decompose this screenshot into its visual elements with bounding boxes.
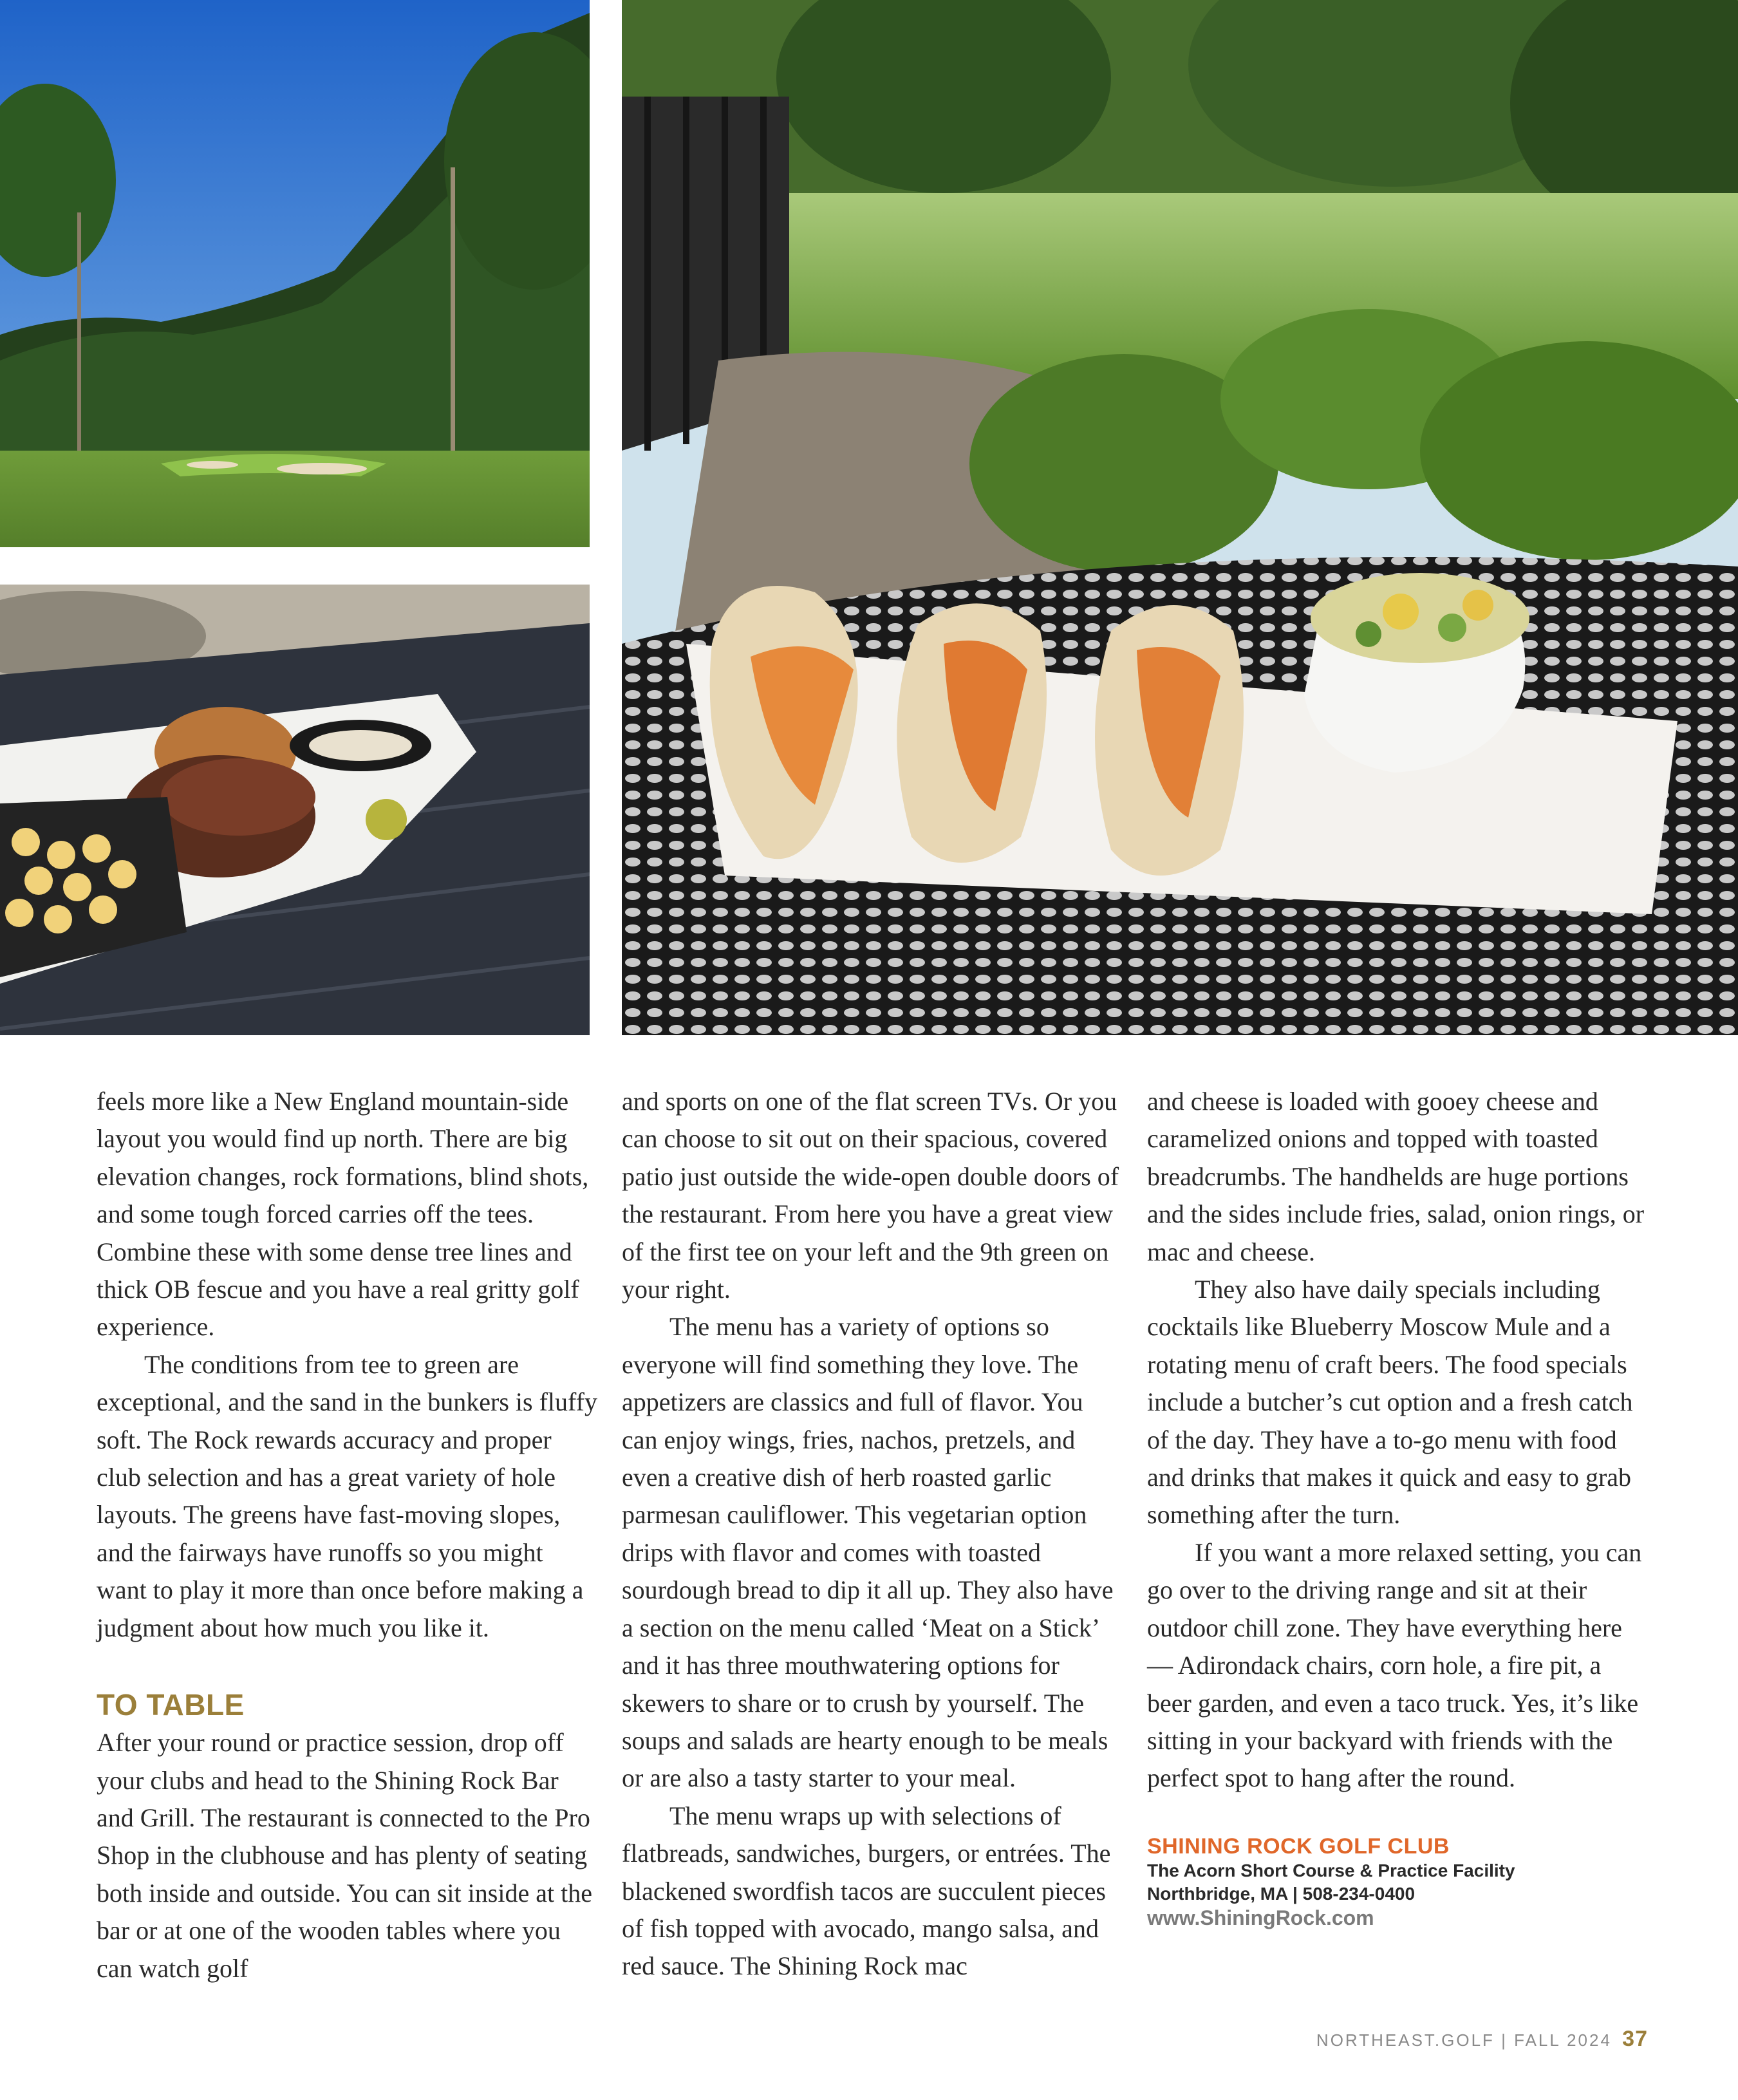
body-paragraph: The menu has a variety of options so everyone will find something they love. The appetizers are classics and full of flavor. You can enjoy wings, fries, nachos, pretzels, and even a creative dish of herb roasted garlic parmesan cauliflower. This vegetarian option drips with flavor and comes with toasted sourdough bread to dip it all up. They also have a section on the menu called ‘Meat on a Stick’ and it has three mouthwatering options for skewers to share or to crush by yourself. The soups and salads are hearty enough to be meals or are also a tasty starter to your meal. (622, 1312, 1114, 1793)
article-column-3 (1147, 1083, 1649, 1930)
club-website-link[interactable]: www.ShiningRock.com (1147, 1906, 1374, 1929)
body-paragraph: After your round or practice session, drop off your clubs and head to the Shining Rock Bar and Grill. The restaurant is connected to the Pro Shop in the clubhouse and has plenty of seating both inside and outside. You can sit inside at the bar or at one of the wooden tables where you can watch golf (97, 1728, 592, 1983)
section-heading: TO TABLE (97, 1688, 245, 1722)
publication-name: NORTHEAST.GOLF | FALL 2024 (1316, 2030, 1612, 2050)
page-number: 37 (1622, 2027, 1648, 2051)
article-column-2 (622, 1083, 1124, 1985)
tacos-salad-photo (622, 0, 1738, 1035)
body-paragraph: and cheese is loaded with gooey cheese and caramelized onions and topped with toasted breadcrumbs. The handhelds are huge portions and the sides include fries, salad, onion rings, or mac and cheese. (1147, 1087, 1645, 1266)
page-folio (1316, 2027, 1648, 2052)
article-column-1 (97, 1083, 599, 1987)
body-paragraph: If you want a more relaxed setting, you can go over to the driving range and sit at their outdoor chill zone. They have everything here — Adirondack chairs, corn hole, a fire pit, a beer garden, and even a taco truck. Yes, it’s like sitting in your backyard with friends with the perfect spot to hang after the round. (1147, 1537, 1642, 1793)
golf-course-photo (0, 0, 590, 547)
body-paragraph: and sports on one of the flat screen TVs. Or you can choose to sit out on their spacious, covered patio just outside the wide-open double doors of the restaurant. From here you have a great view of the first tee on your left and the 9th green on your right. (622, 1087, 1119, 1304)
club-name: SHINING ROCK GOLF CLUB (1147, 1833, 1450, 1859)
body-paragraph: They also have daily specials including cocktails like Blueberry Moscow Mule and a rotating menu of craft beers. The food specials include a butcher’s cut option and a fresh catch of the day. They have a to-go menu with food and drinks that makes it quick and easy to grab something after the turn. (1147, 1275, 1633, 1530)
body-paragraph: The conditions from tee to green are exceptional, and the sand in the bunkers is fluffy soft. The Rock rewards accuracy and proper club selection and has a great variety of hole layouts. The greens have fast-moving slopes, and the fairways have runoffs so you might want to play it more than once before making a judgment about how much you like it. (97, 1349, 597, 1642)
club-location-phone: Northbridge, MA | 508-234-0400 (1147, 1883, 1416, 1904)
body-paragraph: The menu wraps up with selections of flatbreads, sandwiches, burgers, or entrées. The blackened swordfish tacos are succulent pieces of fish topped with avocado, mango salsa, and red sauce. The Shining Rock mac (622, 1801, 1111, 1981)
body-paragraph: feels more like a New England mountain-side layout you would find up north. There are big elevation changes, rock formations, blind shots, and some tough forced carries off the tees. Combine these with some dense tree lines and thick OB fescue and you have a real gritty golf experience. (97, 1087, 589, 1342)
club-subtitle: The Acorn Short Course & Practice Facility (1147, 1860, 1515, 1880)
club-contact-box (1147, 1833, 1649, 1930)
sandwich-plate-photo (0, 585, 590, 1035)
